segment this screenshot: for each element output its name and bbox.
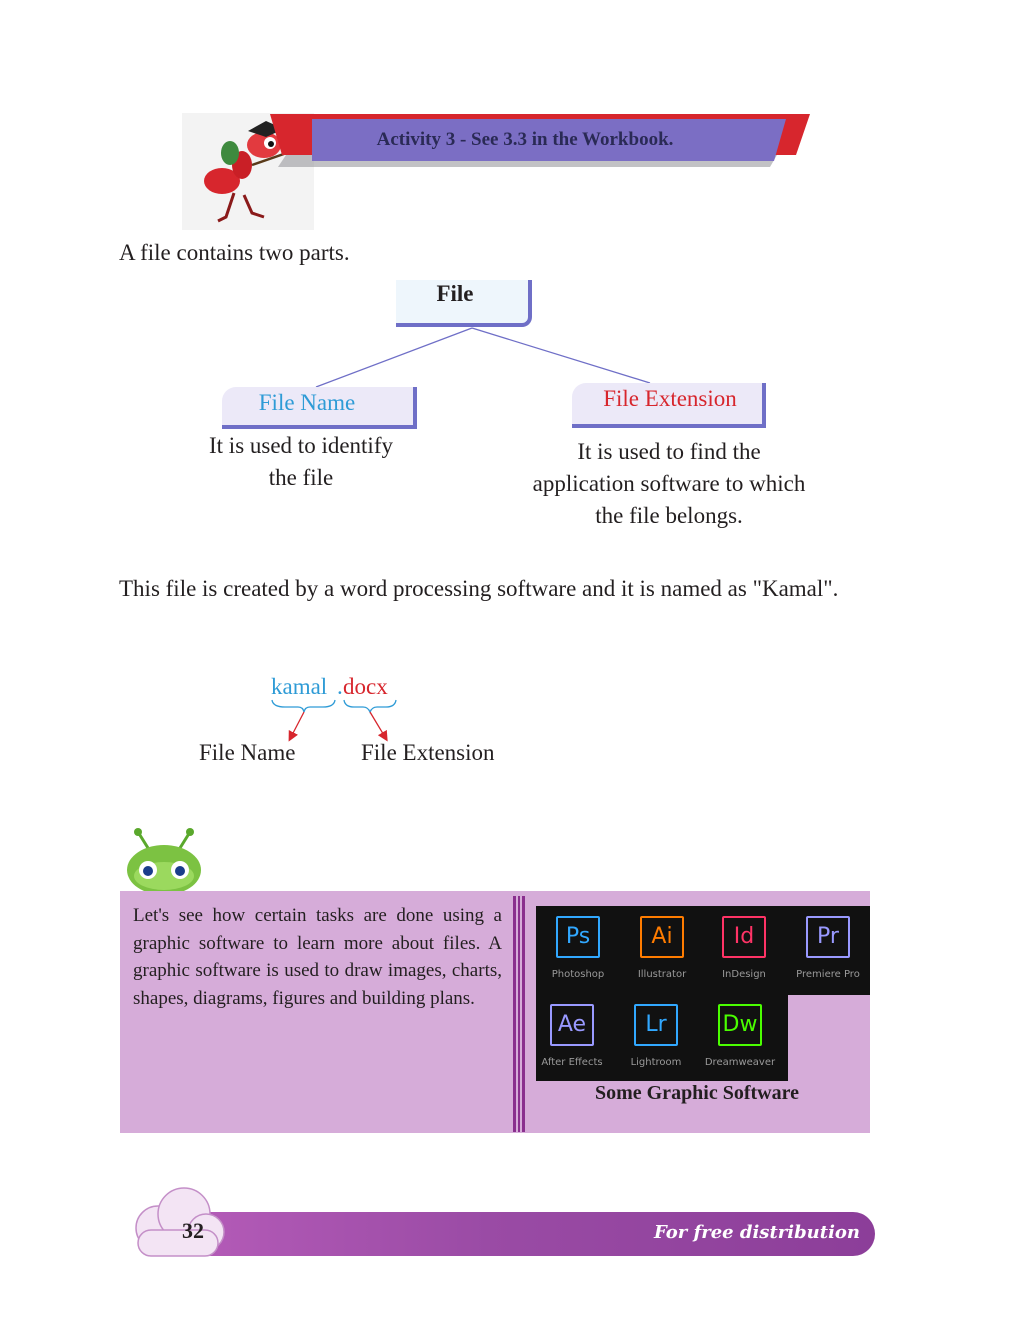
software-caption: Some Graphic Software — [594, 1082, 800, 1104]
panel-divider — [513, 896, 527, 1132]
illustrator-icon: Ai — [640, 916, 684, 958]
example-file-extension: docx — [343, 674, 388, 699]
example-file-name-label: File Name — [199, 740, 296, 765]
intro-text: A file contains two parts. — [119, 240, 350, 265]
after-effects-icon: Ae — [550, 1004, 594, 1046]
dreamweaver-icon: Dw — [718, 1004, 762, 1046]
example-file-name: kamal — [271, 674, 328, 699]
kamal-paragraph: This file is created by a word processing software and it is named as "Kamal". — [119, 576, 839, 601]
example-dot: . — [337, 674, 343, 699]
premiere-pro-icon: Pr — [806, 916, 850, 958]
activity-title: Activity 3 - See 3.3 in the Workbook. — [376, 129, 674, 150]
software-icons-row-1 — [536, 906, 870, 995]
footer-distribution-text: For free distribution — [653, 1222, 860, 1243]
bug-mascot-icon — [124, 826, 204, 896]
page-number: 32 — [182, 1218, 204, 1243]
software-icons-row-2 — [536, 994, 788, 1081]
file-name-box-label: File Name — [258, 390, 356, 415]
file-name-description: It is used to identify the file — [209, 433, 393, 490]
premiere-pro-label: Premiere Pro — [796, 969, 860, 980]
illustrator-label: Illustrator — [637, 969, 687, 980]
indesign-label: InDesign — [722, 969, 766, 980]
file-extension-description: It is used to find the application software to which the file belongs. — [532, 439, 806, 528]
lightroom-label: Lightroom — [630, 1057, 682, 1068]
photoshop-label: Photoshop — [551, 969, 605, 980]
file-extension-box-label: File Extension — [603, 386, 737, 411]
example-file-extension-label: File Extension — [361, 740, 495, 765]
file-box-label: File — [436, 281, 474, 306]
indesign-icon: Id — [722, 916, 766, 958]
dreamweaver-label: Dreamweaver — [704, 1057, 776, 1068]
lightroom-icon: Lr — [634, 1004, 678, 1046]
photoshop-icon: Ps — [556, 916, 600, 958]
after-effects-label: After Effects — [541, 1057, 603, 1068]
info-text: Let's see how certain tasks are done using a graphic software to learn more about files. A graphic software is used to draw images, charts, shapes, diagrams, figures and building plans. — [133, 905, 502, 1009]
